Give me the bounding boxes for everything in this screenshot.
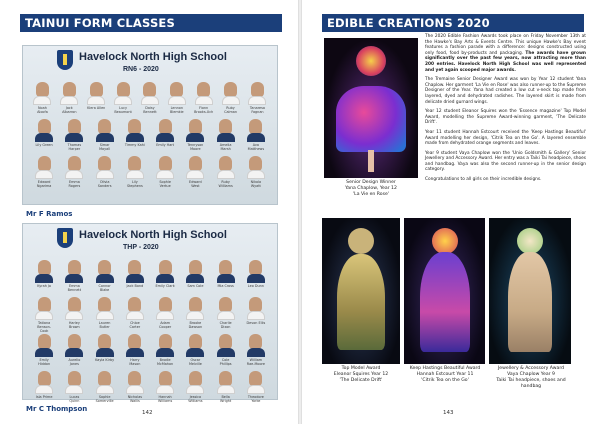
hero-caption bbox=[324, 180, 418, 198]
student-uniform-shape bbox=[87, 96, 105, 105]
student bbox=[125, 371, 145, 403]
student-name: Amelia Marsh bbox=[219, 143, 232, 151]
student-uniform-shape bbox=[247, 133, 265, 142]
caption-line: 'La Vie en Rose' bbox=[352, 192, 390, 197]
student-uniform-shape bbox=[35, 274, 53, 283]
student-head-shape bbox=[159, 297, 172, 312]
student-head-shape bbox=[98, 260, 111, 275]
student bbox=[216, 297, 236, 329]
student-uniform-shape bbox=[126, 133, 144, 142]
student-head-shape bbox=[249, 156, 262, 171]
student-name: Nicholas Wallis bbox=[127, 395, 143, 403]
student-head-shape bbox=[128, 371, 141, 386]
student-head-shape bbox=[128, 156, 141, 171]
caption-line: Jewellery & Accessory Award bbox=[497, 366, 565, 371]
student bbox=[155, 260, 175, 292]
article-paragraph: Congratulations to all girls on their incredible designs. bbox=[425, 177, 542, 183]
student bbox=[185, 156, 205, 188]
student-name: Lennon Blemkie bbox=[169, 106, 184, 114]
student bbox=[64, 119, 84, 151]
student-name: Emma Rogers bbox=[68, 180, 81, 188]
student bbox=[125, 334, 145, 366]
class-photo-thp bbox=[22, 223, 278, 403]
student-head-shape bbox=[224, 82, 237, 97]
student-uniform-shape bbox=[126, 311, 144, 320]
student-name: Aurelio Jones bbox=[68, 358, 81, 366]
student-head-shape bbox=[128, 119, 141, 134]
student-uniform-shape bbox=[156, 133, 174, 142]
student bbox=[185, 297, 205, 329]
student bbox=[64, 156, 84, 188]
student-name: William Rae-Moore bbox=[246, 358, 265, 366]
student bbox=[216, 334, 236, 366]
student-uniform-shape bbox=[168, 96, 186, 105]
caption-line: Top Model Award bbox=[341, 366, 381, 371]
student-uniform-shape bbox=[96, 133, 114, 142]
caption-line: Keep Hastings Beautiful Award bbox=[409, 366, 481, 371]
student-head-shape bbox=[36, 82, 49, 97]
student-head-shape bbox=[159, 156, 172, 171]
student bbox=[185, 371, 205, 403]
student-name: Kayla Kirby bbox=[95, 358, 115, 362]
student-uniform-shape bbox=[186, 133, 204, 142]
student-uniform-shape bbox=[126, 170, 144, 179]
caption-line: Taiki Tai headpiece, shoes and bbox=[496, 378, 566, 383]
student bbox=[140, 82, 160, 114]
student-row bbox=[29, 334, 271, 366]
student bbox=[125, 119, 145, 151]
student bbox=[34, 297, 54, 333]
student-row bbox=[29, 119, 271, 151]
student bbox=[246, 371, 266, 403]
teacher-name: Mr F Ramos bbox=[26, 210, 73, 218]
student-head-shape bbox=[219, 334, 232, 349]
student bbox=[216, 371, 236, 403]
model-garment-shape bbox=[420, 252, 470, 352]
student bbox=[34, 156, 54, 188]
student-uniform-shape bbox=[195, 96, 213, 105]
student bbox=[247, 82, 267, 114]
student-head-shape bbox=[68, 156, 81, 171]
student-name: Bella Wright bbox=[220, 395, 232, 403]
student-uniform-shape bbox=[186, 311, 204, 320]
student-uniform-shape bbox=[156, 274, 174, 283]
model-head-shape bbox=[348, 228, 374, 254]
student-uniform-shape bbox=[35, 311, 53, 320]
caption-line: Senior Design Winner bbox=[346, 180, 396, 185]
student bbox=[246, 334, 266, 366]
student-head-shape bbox=[38, 297, 51, 312]
student-name: Emily Clark bbox=[155, 284, 175, 288]
student-uniform-shape bbox=[222, 96, 240, 105]
student-head-shape bbox=[189, 156, 202, 171]
student bbox=[64, 260, 84, 292]
student bbox=[125, 260, 145, 292]
student-name: Tatiana Benson-Cook bbox=[37, 321, 52, 333]
photo-caption-jewellery bbox=[486, 366, 576, 390]
student-head-shape bbox=[63, 82, 76, 97]
student-name: Jessica Williams bbox=[188, 395, 203, 403]
student bbox=[155, 334, 175, 366]
student-uniform-shape bbox=[141, 96, 159, 105]
student-name: Hannah Williams bbox=[158, 395, 173, 403]
student-head-shape bbox=[68, 119, 81, 134]
student-uniform-shape bbox=[186, 385, 204, 394]
student-name: Isla Prime bbox=[35, 395, 53, 399]
class-photo-header bbox=[23, 224, 277, 258]
legs-shape bbox=[368, 150, 374, 172]
student bbox=[185, 260, 205, 292]
student-head-shape bbox=[68, 260, 81, 275]
student-name: Oscar Melville bbox=[188, 358, 202, 366]
student-uniform-shape bbox=[248, 96, 266, 105]
student-name: Sophie Vertue bbox=[159, 180, 171, 188]
student-name: Emma Bennett bbox=[67, 284, 82, 292]
caption-line: Yana Chaplow, Year 12 bbox=[345, 186, 397, 191]
student-head-shape bbox=[38, 371, 51, 386]
student-uniform-shape bbox=[35, 348, 53, 357]
student-uniform-shape bbox=[186, 274, 204, 283]
student-head-shape bbox=[249, 334, 262, 349]
left-page bbox=[0, 0, 298, 424]
headpiece-shape bbox=[356, 46, 386, 76]
student bbox=[155, 371, 175, 403]
student-head-shape bbox=[249, 371, 262, 386]
left-page-banner: TAINUI FORM CLASSES bbox=[20, 14, 282, 32]
student-uniform-shape bbox=[33, 96, 51, 105]
student-uniform-shape bbox=[156, 385, 174, 394]
student bbox=[216, 119, 236, 151]
student-name: Chloe Carter bbox=[129, 321, 141, 329]
student-uniform-shape bbox=[247, 385, 265, 394]
student-uniform-shape bbox=[96, 274, 114, 283]
article-paragraph: Year 11 student Hannah Estcourt received the 'Keep Hastings Beautiful' Award modelling her design, 'Citrik Tea on the Go'. A layered ensemble made from dehydrated orange segments and leaves. bbox=[425, 129, 586, 147]
photo-keep-hastings-beautiful bbox=[404, 218, 485, 364]
student-row bbox=[29, 297, 271, 333]
student-uniform-shape bbox=[247, 274, 265, 283]
dress-shape bbox=[336, 86, 406, 152]
photo-jewellery-accessory bbox=[489, 218, 571, 364]
student-head-shape bbox=[251, 82, 264, 97]
hero-photo bbox=[324, 38, 418, 178]
student-head-shape bbox=[219, 156, 232, 171]
student bbox=[95, 156, 115, 188]
student-name: Brodie McMahon bbox=[157, 358, 174, 366]
student-head-shape bbox=[219, 260, 232, 275]
student-name: Lucas Quinn bbox=[69, 395, 80, 403]
student-head-shape bbox=[219, 371, 232, 386]
student-name: Ava Matthews bbox=[247, 143, 265, 151]
student-name: Tanaresa Fagnan bbox=[249, 106, 265, 114]
student-name: Jack Bond bbox=[126, 284, 144, 288]
student-head-shape bbox=[38, 156, 51, 171]
student-rows bbox=[29, 260, 271, 408]
student-name: Emily Hiddon bbox=[38, 358, 51, 366]
student-head-shape bbox=[38, 119, 51, 134]
student-name: Ruby Williams bbox=[218, 180, 233, 188]
student-head-shape bbox=[117, 82, 130, 97]
caption-line: Hannah Estcourt Year 11 bbox=[416, 372, 474, 377]
student-head-shape bbox=[189, 371, 202, 386]
student bbox=[155, 156, 175, 188]
article-paragraph bbox=[425, 34, 586, 73]
student-head-shape bbox=[143, 82, 156, 97]
student-head-shape bbox=[249, 119, 262, 134]
student bbox=[246, 260, 266, 292]
student-name: Theodore Yorke bbox=[247, 395, 264, 403]
student-name: Timmy Kahi bbox=[124, 143, 145, 147]
student-uniform-shape bbox=[156, 170, 174, 179]
student bbox=[167, 82, 187, 114]
student-name: Mia Cross bbox=[217, 284, 234, 288]
student-uniform-shape bbox=[35, 170, 53, 179]
article-paragraph-text: The 2020 Edible Fashion Awards took place on Friday November 13th at the Hawke's Bay Arts & Events Centre. This unique Hawke's Bay event features a fashion parade with a difference: designs constructed using only food, food by-products and packaging. bbox=[425, 34, 586, 56]
student bbox=[34, 119, 54, 151]
student-name: Lily Green bbox=[35, 143, 53, 147]
student-uniform-shape bbox=[186, 348, 204, 357]
student bbox=[155, 297, 175, 329]
article-paragraph: Year 12 student Eleanor Squires won the 'Essence magazine' Top Model Award, modelling the Supreme Award-winning garment, 'The Delicate Drift'. bbox=[425, 109, 586, 126]
caption-line: handbag bbox=[520, 384, 542, 389]
student bbox=[246, 297, 266, 329]
student-uniform-shape bbox=[65, 274, 83, 283]
student-uniform-shape bbox=[60, 96, 78, 105]
student-name: Simar Mayall bbox=[99, 143, 111, 151]
right-page-banner: EDIBLE CREATIONS 2020 bbox=[322, 14, 584, 32]
student-row bbox=[29, 260, 271, 292]
student bbox=[185, 119, 205, 151]
student bbox=[216, 156, 236, 188]
school-name: Havelock North High School bbox=[79, 229, 227, 241]
student-uniform-shape bbox=[247, 170, 265, 179]
student-head-shape bbox=[219, 297, 232, 312]
student-head-shape bbox=[68, 334, 81, 349]
student-uniform-shape bbox=[217, 348, 235, 357]
student-name: Devon Ellis bbox=[246, 321, 266, 325]
student-uniform-shape bbox=[126, 348, 144, 357]
model-garment-shape bbox=[337, 254, 385, 350]
student-head-shape bbox=[159, 260, 172, 275]
student-head-shape bbox=[90, 82, 103, 97]
student-name: Lauren Butler bbox=[98, 321, 111, 329]
caption-line: 'The Delicate Drift' bbox=[339, 378, 383, 383]
student-uniform-shape bbox=[126, 385, 144, 394]
student-name: Kyrah Jo bbox=[37, 284, 51, 288]
student-name: Charlie Dixon bbox=[219, 321, 232, 329]
model-head-shape bbox=[517, 228, 543, 254]
student-head-shape bbox=[189, 119, 202, 134]
article-paragraph: Year 9 student Vaya Chaplow won the 'Unio Goldsmith & Gallery' Senior Jewellery and Accessory Award. Her entry was a Taiki Tai headpiece, shoes and handbag. Vaya was also the second runner-up in the senior design category. bbox=[425, 150, 586, 173]
student-name: Edward Ngarima bbox=[36, 180, 52, 188]
student-name: Lucy Beaumont bbox=[114, 106, 132, 114]
student bbox=[185, 334, 205, 366]
student bbox=[155, 119, 175, 151]
student bbox=[221, 82, 241, 114]
student-name: Nikola Wyatt bbox=[250, 180, 262, 188]
student bbox=[194, 82, 214, 114]
student-head-shape bbox=[159, 334, 172, 349]
student-head-shape bbox=[98, 119, 111, 134]
school-crest-icon bbox=[57, 228, 73, 248]
student-name: Noah Aloofa bbox=[37, 106, 48, 114]
student-name: Adam Cooper bbox=[159, 321, 172, 329]
student-name: Leo Dunn bbox=[247, 284, 264, 288]
student-uniform-shape bbox=[65, 385, 83, 394]
student-head-shape bbox=[128, 297, 141, 312]
page-number: 143 bbox=[443, 410, 454, 416]
student-head-shape bbox=[98, 371, 111, 386]
student-head-shape bbox=[159, 119, 172, 134]
caption-line: Eleanor Squires Year 12 bbox=[333, 372, 389, 377]
student-name: Tennyson Moore bbox=[187, 143, 204, 151]
student-head-shape bbox=[197, 82, 210, 97]
model-garment-shape bbox=[508, 252, 552, 352]
student-head-shape bbox=[98, 156, 111, 171]
student-name: Fionn Brooks-Uch bbox=[194, 106, 214, 114]
article-bold-text: The awards have grown significantly over the past few years, now attracting more than 200 entries. Havelock North High School was well represented and yet again scooped major awards. bbox=[425, 50, 586, 73]
student-name: Daisy Bennett bbox=[143, 106, 157, 114]
student bbox=[95, 119, 115, 151]
student bbox=[113, 82, 133, 114]
student-uniform-shape bbox=[186, 170, 204, 179]
student-uniform-shape bbox=[65, 311, 83, 320]
student-head-shape bbox=[189, 334, 202, 349]
student-name: Sophie Somerville bbox=[95, 395, 114, 403]
student-uniform-shape bbox=[156, 311, 174, 320]
student-head-shape bbox=[38, 334, 51, 349]
student bbox=[34, 334, 54, 366]
photo-top-model bbox=[322, 218, 400, 364]
student bbox=[86, 82, 106, 114]
student-uniform-shape bbox=[35, 133, 53, 142]
school-name: Havelock North High School bbox=[79, 51, 227, 63]
student-uniform-shape bbox=[126, 274, 144, 283]
student bbox=[246, 119, 266, 151]
student-uniform-shape bbox=[247, 311, 265, 320]
student-name: Ruby Calman bbox=[224, 106, 238, 114]
right-page bbox=[302, 0, 600, 424]
class-photo-header bbox=[23, 46, 277, 80]
class-code: THP - 2020 bbox=[123, 244, 159, 251]
student-head-shape bbox=[38, 260, 51, 275]
student-head-shape bbox=[249, 297, 262, 312]
student bbox=[125, 156, 145, 188]
student bbox=[125, 297, 145, 329]
student bbox=[34, 260, 54, 292]
student bbox=[64, 297, 84, 329]
student-head-shape bbox=[98, 297, 111, 312]
student bbox=[32, 82, 52, 114]
student-uniform-shape bbox=[217, 274, 235, 283]
student-row bbox=[29, 371, 271, 403]
student-name: Kiera Allen bbox=[87, 106, 106, 110]
student-name: Edward West bbox=[189, 180, 202, 188]
student-uniform-shape bbox=[247, 348, 265, 357]
student bbox=[216, 260, 236, 292]
student-uniform-shape bbox=[217, 311, 235, 320]
student bbox=[59, 82, 79, 114]
student-head-shape bbox=[98, 334, 111, 349]
student-uniform-shape bbox=[114, 96, 132, 105]
student-name: Lily Stephens bbox=[126, 180, 143, 188]
student-row bbox=[29, 82, 271, 114]
student-uniform-shape bbox=[65, 348, 83, 357]
student bbox=[95, 260, 115, 292]
student-uniform-shape bbox=[96, 170, 114, 179]
student-head-shape bbox=[219, 119, 232, 134]
student-uniform-shape bbox=[217, 133, 235, 142]
student-name: Emily Hart bbox=[156, 143, 174, 147]
page-number: 142 bbox=[142, 410, 153, 416]
student-name: Thomas Harper bbox=[67, 143, 82, 151]
student-name: Jack Albarron bbox=[62, 106, 77, 114]
student-name: Connor Blake bbox=[98, 284, 111, 292]
photo-caption-keep-hastings bbox=[400, 366, 490, 384]
student-head-shape bbox=[189, 297, 202, 312]
student-uniform-shape bbox=[96, 311, 114, 320]
student-head-shape bbox=[159, 371, 172, 386]
model-head-shape bbox=[432, 228, 458, 254]
student-head-shape bbox=[249, 260, 262, 275]
student-head-shape bbox=[68, 371, 81, 386]
student-uniform-shape bbox=[217, 170, 235, 179]
student-uniform-shape bbox=[96, 348, 114, 357]
student-name: Cole Phillips bbox=[219, 358, 232, 366]
caption-line: Vaya Chaplow Year 9 bbox=[507, 372, 555, 377]
student-head-shape bbox=[170, 82, 183, 97]
school-crest-icon bbox=[57, 50, 73, 70]
student bbox=[95, 334, 115, 366]
student-uniform-shape bbox=[156, 348, 174, 357]
class-code: RN6 - 2020 bbox=[123, 66, 159, 73]
student-uniform-shape bbox=[65, 170, 83, 179]
student-head-shape bbox=[128, 260, 141, 275]
student-name: Sam Cole bbox=[187, 284, 204, 288]
student-name: Harley Brown bbox=[68, 321, 80, 329]
student-uniform-shape bbox=[65, 133, 83, 142]
student-uniform-shape bbox=[35, 385, 53, 394]
student bbox=[64, 334, 84, 366]
student-name: Harry Mason bbox=[129, 358, 141, 366]
student-head-shape bbox=[68, 297, 81, 312]
teacher-name: Mr C Thompson bbox=[26, 405, 88, 413]
class-photo-rn6 bbox=[22, 45, 278, 205]
photo-caption-top-model bbox=[316, 366, 406, 384]
caption-line: 'Citrik Tea on the Go' bbox=[421, 378, 469, 383]
student-head-shape bbox=[189, 260, 202, 275]
student bbox=[246, 156, 266, 188]
student-uniform-shape bbox=[217, 385, 235, 394]
article-text bbox=[425, 34, 586, 187]
student bbox=[64, 371, 84, 403]
student-head-shape bbox=[128, 334, 141, 349]
student-name: Olivia Sanders bbox=[97, 180, 112, 188]
student-uniform-shape bbox=[96, 385, 114, 394]
article-paragraph: The Tremaine Senior Designer Award was won by Year 12 student Yana Chaplow. Her garment 'La Vie en Rose' was also runner-up to the Supreme Designer of the Year. Yana had created a low cut v-neck top made from layered, dyed and dehydrated radishes. The layered skirt is made from delicate dried gurnard wings. bbox=[425, 77, 586, 105]
student-name: Brooke Dawson bbox=[188, 321, 203, 329]
student-rows bbox=[29, 82, 271, 193]
student bbox=[34, 371, 54, 403]
student bbox=[95, 297, 115, 329]
student-row bbox=[29, 156, 271, 188]
student bbox=[95, 371, 115, 403]
